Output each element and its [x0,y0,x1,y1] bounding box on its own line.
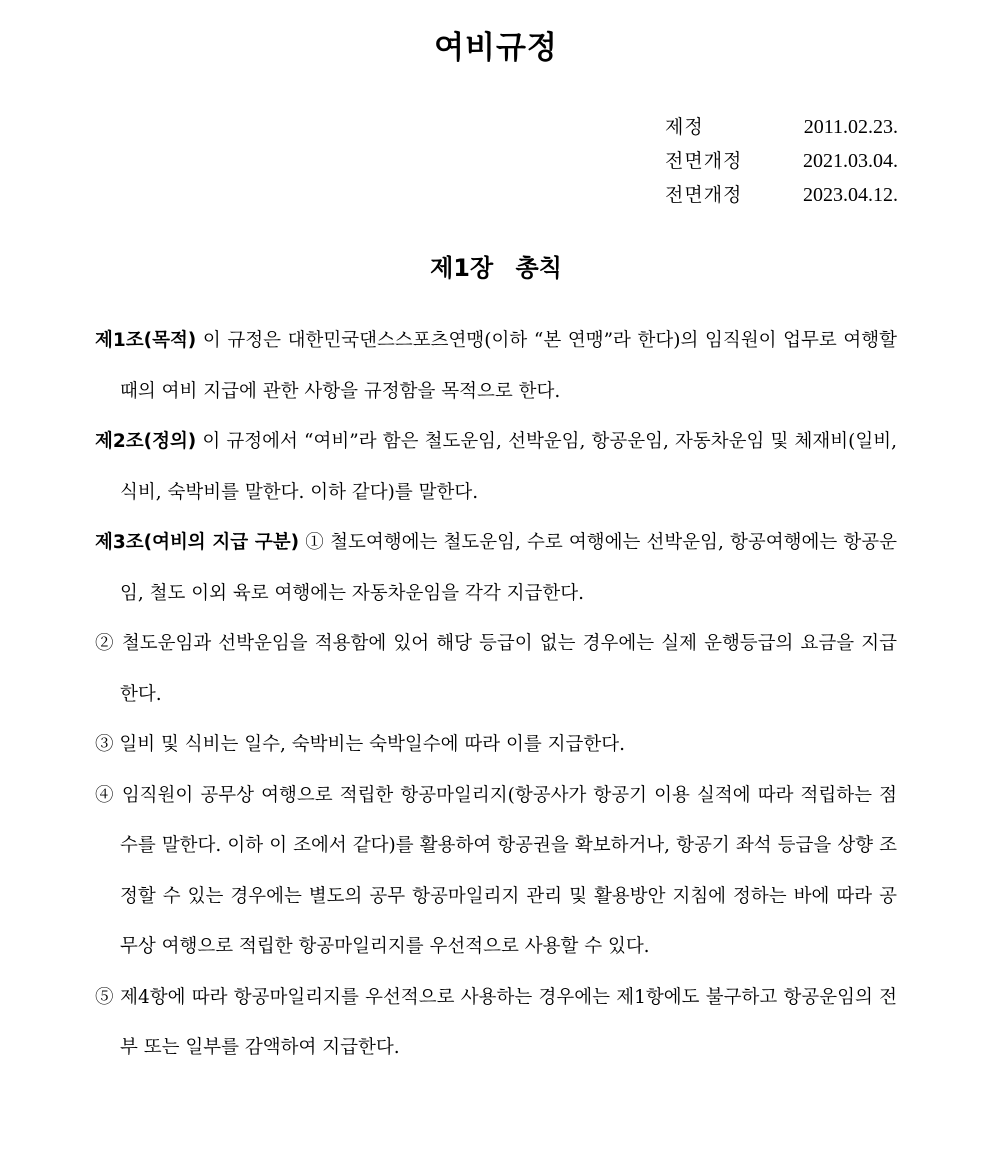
revision-history [665,110,898,212]
revision-date: 2023.04.12. [803,184,898,206]
article-heading: 제2조(정의) [95,431,197,452]
article-text: 이 규정에서 “여비”라 함은 철도운임, 선박운임, 항공운임, 자동차운임 및 체재비(일비, 식비, 숙박비를 말한다. 이하 같다)를 말한다. [120,431,897,503]
revision-label: 전면개정 [665,150,743,172]
revision-label: 제정 [665,116,704,138]
revision-row [665,144,898,178]
revision-date: 2021.03.04. [803,150,898,172]
article-3 [95,518,897,619]
article-text: ① 철도여행에는 철도운임, 수로 여행에는 선박운임, 항공여행에는 항공운임, 철도 이외 육로 여행에는 자동차운임을 각각 지급한다. [120,532,898,604]
chapter-heading: 제1장 총칙 [430,254,562,282]
article-heading: 제1조(목적) [95,330,197,351]
revision-row [665,110,898,144]
clause-4: ④ 임직원이 공무상 여행으로 적립한 항공마일리지(항공사가 항공기 이용 실적에 따라 적립하는 점수를 말한다. 이하 이 조에서 같다)를 활용하여 항공권을 확보하거나, 항공기 좌석 등급을 상향 조정할 수 있는 경우에는 별도의 공무 항공마일리지 관리 및 활용방안 지침에 정하는 바에 따라 공무상 여행으로 적립한 항공마일리지를 우선적으로 사용할 수 있다. [95,784,897,957]
revision-label: 전면개정 [665,184,743,206]
revision-date: 2011.02.23. [803,116,898,138]
document-title: 여비규정 [434,30,558,66]
clause-3: ③ 일비 및 식비는 일수, 숙박비는 숙박일수에 따라 이를 지급한다. [95,734,625,755]
clause-5: ⑤ 제4항에 따라 항공마일리지를 우선적으로 사용하는 경우에는 제1항에도 불구하고 항공운임의 전부 또는 일부를 감액하여 지급한다. [95,986,897,1058]
article-1 [95,316,897,417]
article-text: 이 규정은 대한민국댄스스포츠연맹(이하 “본 연맹”라 한다)의 임직원이 업무로 여행할 때의 여비 지급에 관한 사항을 규정함을 목적으로 한다. [120,330,897,402]
revision-row [665,178,898,212]
clause-2: ② 철도운임과 선박운임을 적용함에 있어 해당 등급이 없는 경우에는 실제 운행등급의 요금을 지급한다. [95,633,897,705]
regulation-body [95,316,897,1074]
article-2 [95,417,897,518]
article-heading: 제3조(여비의 지급 구분) [95,532,300,553]
